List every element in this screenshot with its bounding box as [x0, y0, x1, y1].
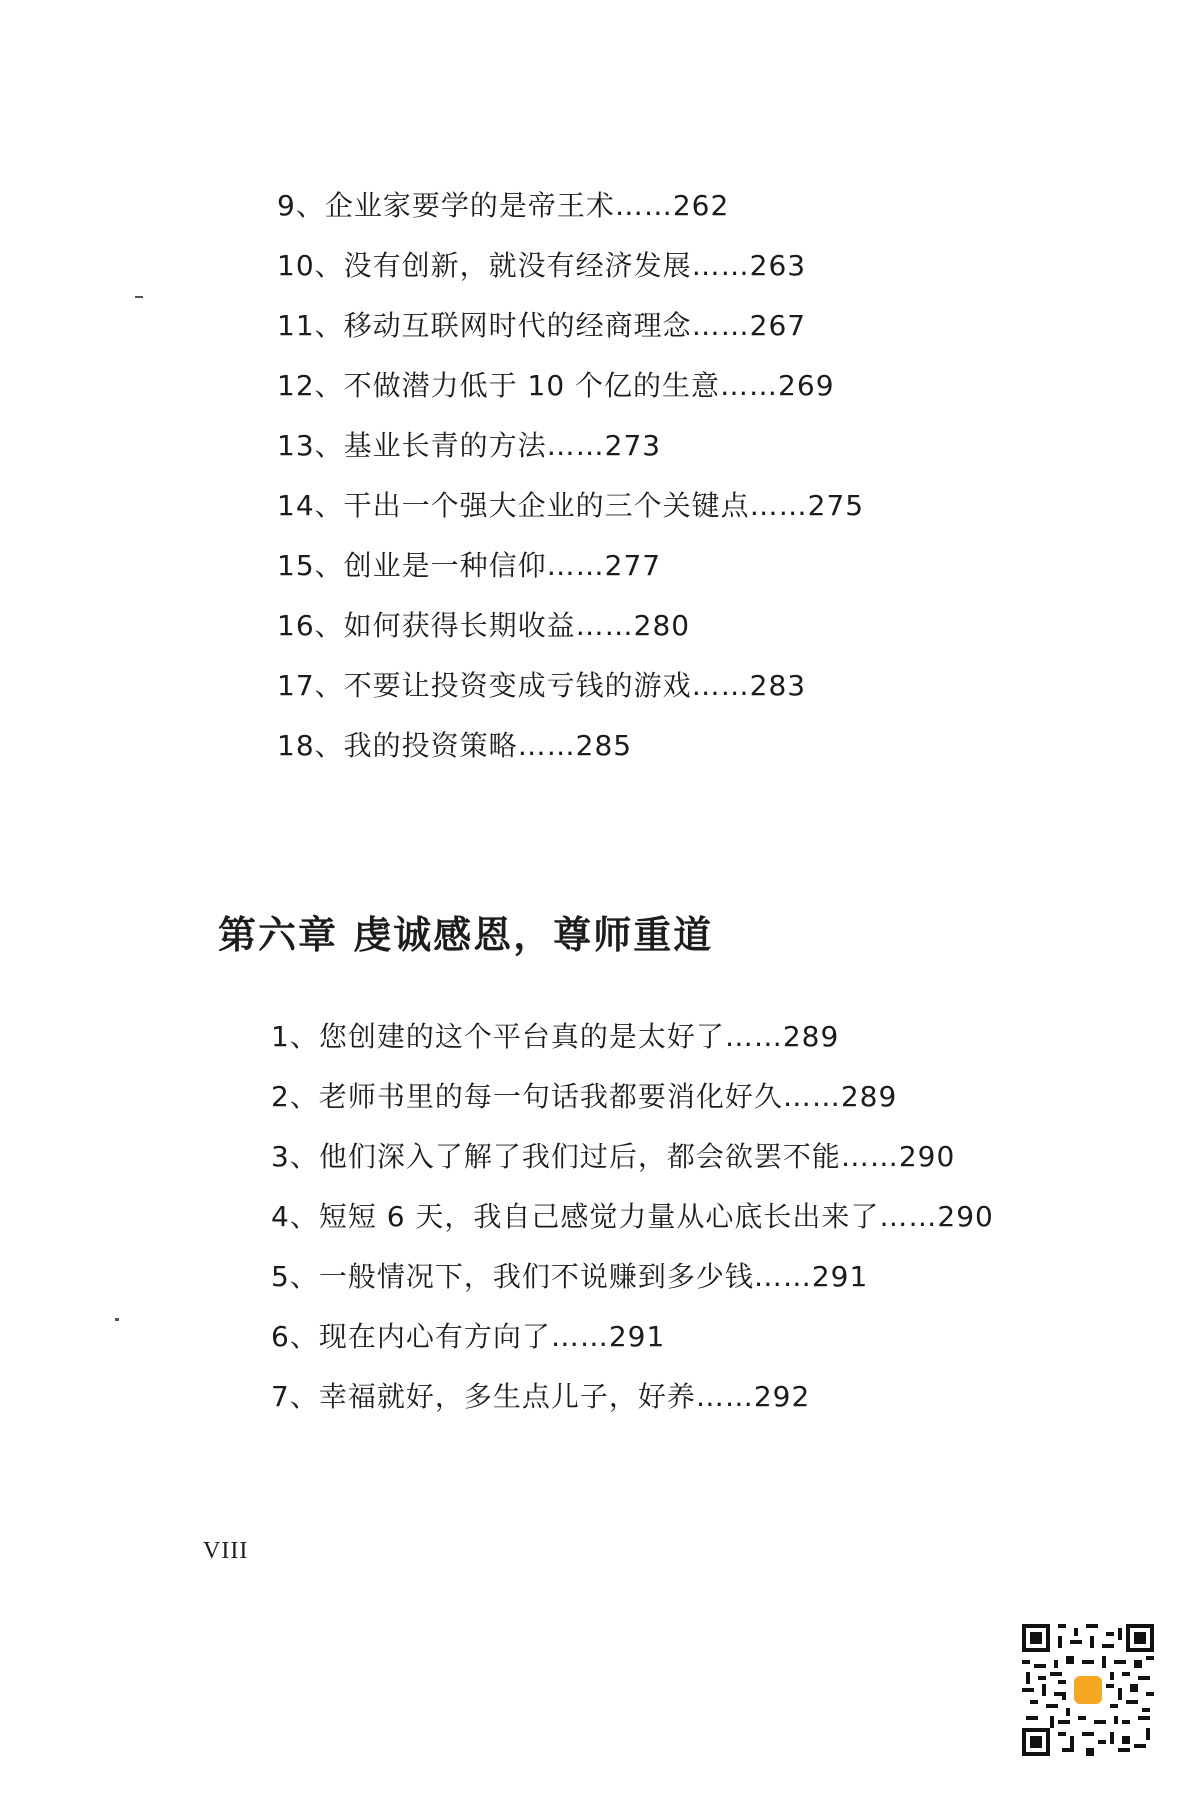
toc-entry: 5、一般情况下，我们不说赚到多少钱……291: [271, 1260, 869, 1293]
toc-entry: 10、没有创新，就没有经济发展……263: [277, 249, 807, 282]
toc-entry: 12、不做潜力低于 10 个亿的生意……269: [277, 369, 835, 402]
toc-entry: 2、老师书里的每一句话我都要消化好久……289: [271, 1080, 898, 1113]
toc-entry: 6、现在内心有方向了……291: [271, 1320, 666, 1353]
toc-entry: 1、您创建的这个平台真的是太好了……289: [271, 1020, 840, 1053]
toc-entry: 7、幸福就好，多生点儿子，好养……292: [271, 1380, 811, 1413]
scan-speck: [135, 296, 143, 298]
toc-entry: 14、干出一个强大企业的三个关键点……275: [277, 489, 865, 522]
toc-entry: 18、我的投资策略……285: [277, 729, 633, 762]
toc-entry: 4、短短 6 天，我自己感觉力量从心底长出来了……290: [271, 1200, 994, 1233]
toc-entry: 13、基业长青的方法……273: [277, 429, 662, 462]
toc-entry: 15、创业是一种信仰……277: [277, 549, 662, 582]
qr-code-icon: [1022, 1624, 1154, 1756]
toc-entry: 9、企业家要学的是帝王术……262: [277, 189, 730, 222]
page-number: VIII: [203, 1538, 249, 1564]
toc-entry: 17、不要让投资变成亏钱的游戏……283: [277, 669, 807, 702]
toc-entry: 16、如何获得长期收益……280: [277, 609, 691, 642]
scan-speck: [115, 1318, 119, 1321]
toc-entry: 11、移动互联网时代的经商理念……267: [277, 309, 807, 342]
toc-entry: 3、他们深入了解了我们过后，都会欲罢不能……290: [271, 1140, 956, 1173]
chapter-title: 第六章 虔诚感恩，尊师重道: [218, 912, 714, 957]
